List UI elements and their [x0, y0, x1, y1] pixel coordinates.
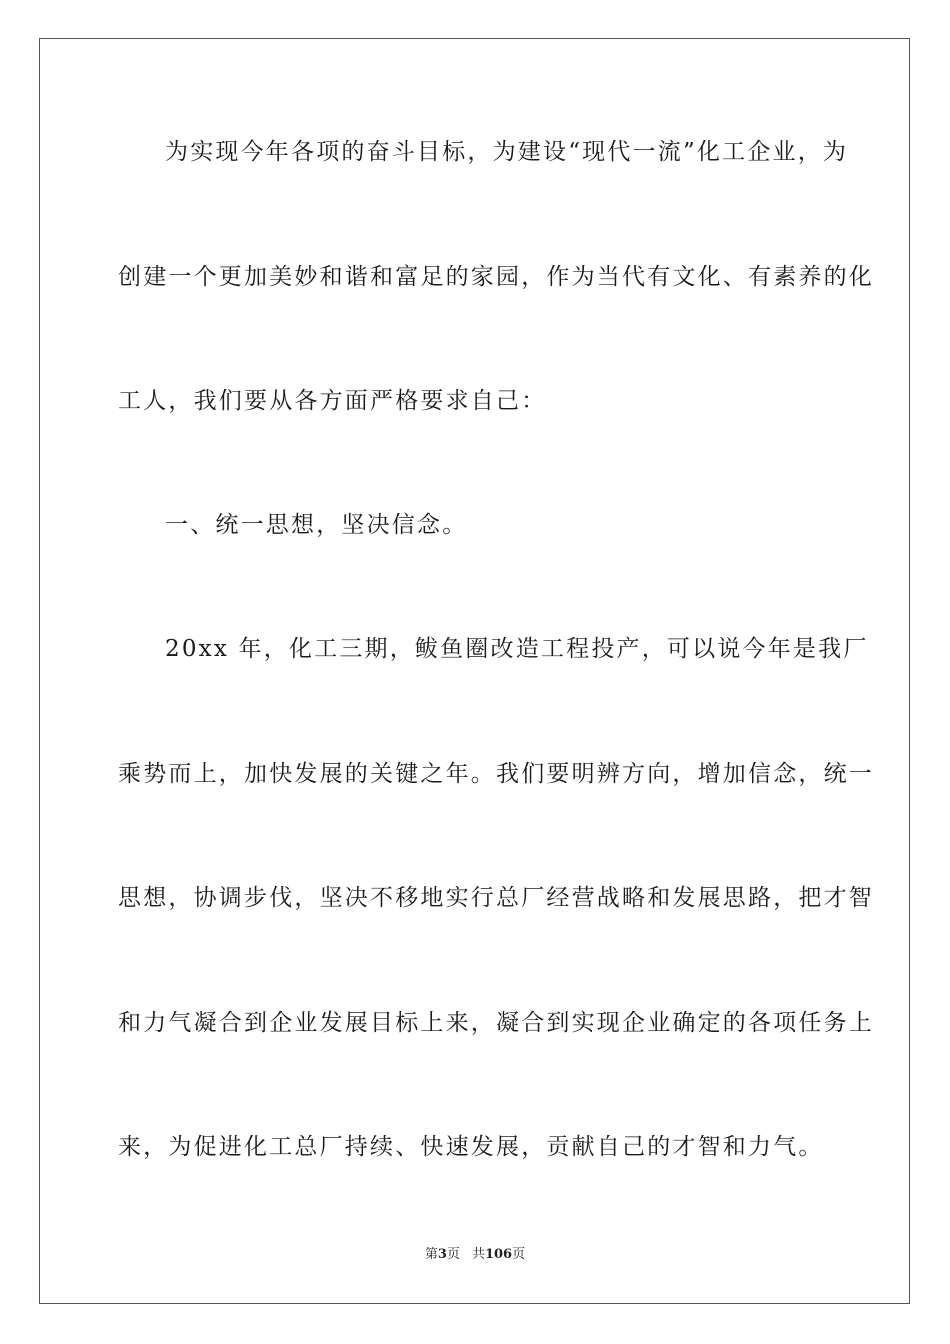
paragraph-line-7: 思想，协调步伐，坚决不移地实行总厂经营战略和发展思路，把才智 [118, 885, 874, 911]
page-number: 3 [437, 1247, 447, 1262]
paragraph-line-3: 工人，我们要从各方面严格要求自己： [118, 388, 547, 414]
paragraph-line-5: 20xx 年，化工三期，鲅鱼圈改造工程投产，可以说今年是我厂 [165, 636, 869, 662]
total-prefix: 共 [471, 1247, 485, 1262]
page-suffix: 页 [446, 1247, 460, 1262]
total-pages: 106 [484, 1247, 513, 1262]
paragraph-line-2: 创建一个更加美妙和谐和富足的家园，作为当代有文化、有素养的化 [118, 264, 874, 290]
total-suffix: 页 [512, 1247, 526, 1262]
paragraph-line-9: 来，为促进化工总厂持续、快速发展，贡献自己的才智和力气。 [118, 1134, 824, 1160]
page-prefix: 第 [424, 1247, 438, 1262]
section-heading: 一、统一思想，坚决信念。 [165, 512, 468, 538]
page-border [39, 38, 910, 1304]
page-footer [0, 1246, 950, 1264]
paragraph-line-6: 乘势而上，加快发展的关键之年。我们要明辨方向，增加信念，统一 [118, 761, 874, 787]
paragraph-line-8: 和力气凝合到企业发展目标上来，凝合到实现企业确定的各项任务上 [118, 1010, 874, 1036]
paragraph-line-1: 为实现今年各项的奋斗目标，为建设“现代一流”化工企业，为 [165, 139, 849, 165]
